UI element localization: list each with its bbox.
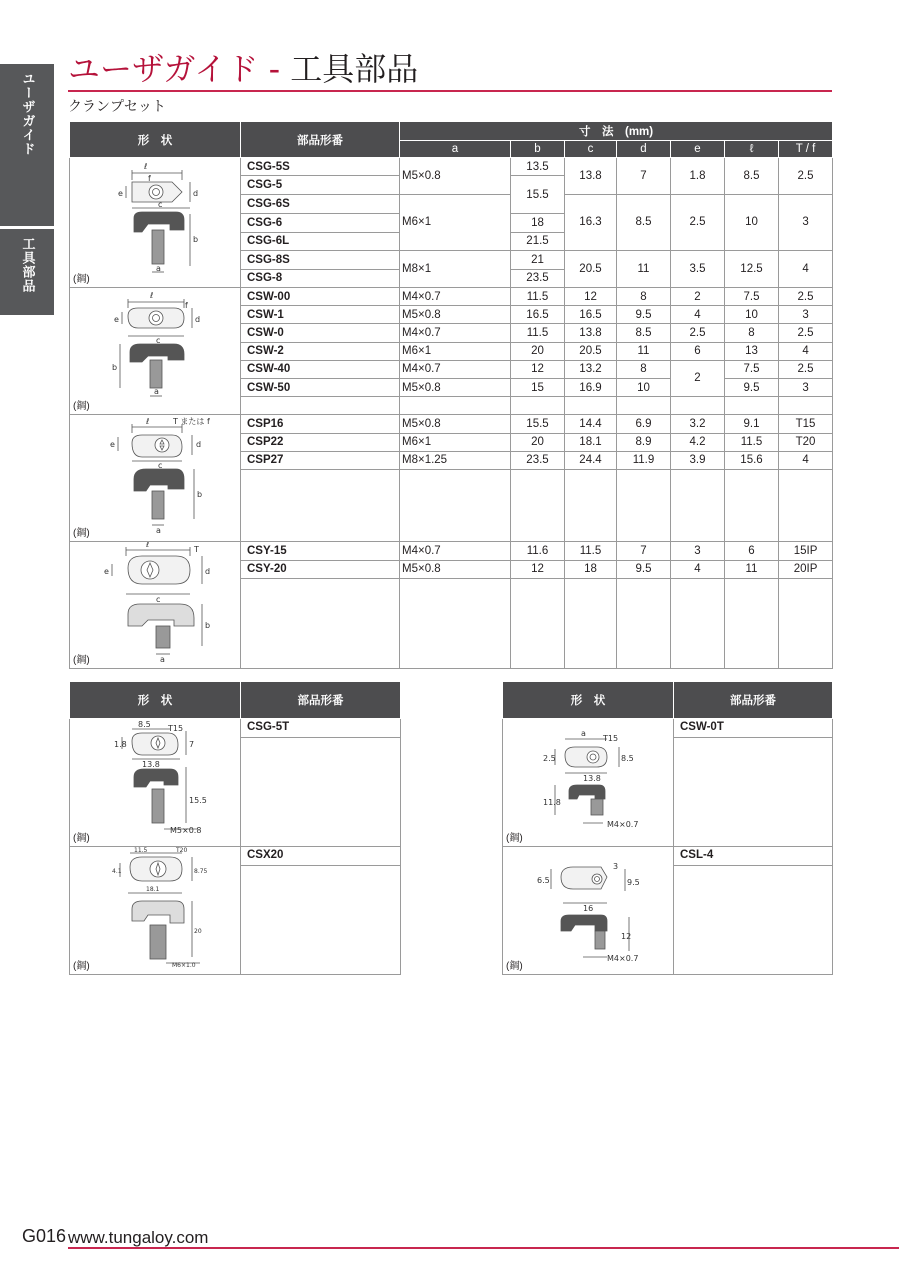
part-no-cell: CSP22	[241, 433, 400, 451]
csg5t-label-m5: M5×0.8	[170, 826, 202, 835]
csg5t-label-13-8: 13.8	[142, 760, 160, 769]
material-steel-label: (鋼)	[506, 961, 523, 972]
csp-label-a: a	[156, 526, 161, 536]
csp-drawing	[70, 415, 241, 542]
dim-tf-cell: T15	[779, 415, 833, 433]
material-steel-label: (鋼)	[73, 401, 90, 413]
csg5t-label-t15: T15	[168, 724, 184, 733]
dim-b-cell: 11.6	[511, 542, 565, 560]
dim-l-cell: 9.5	[725, 378, 779, 396]
dim-l-cell: 6	[725, 542, 779, 560]
csg5t-label-7: 7	[189, 740, 195, 749]
dim-e-cell: 2.5	[671, 324, 725, 342]
csx20-part-cell	[241, 847, 401, 975]
table-row	[70, 288, 833, 306]
part-no-cell: CSG-8	[241, 269, 400, 287]
csg5t-part-cell	[241, 719, 401, 847]
dim-d-cell: 8	[617, 288, 671, 306]
dim-e-cell: 6	[671, 342, 725, 360]
dim-tf-cell: 2.5	[779, 360, 833, 378]
csx20-clamp-icon	[70, 847, 241, 975]
side-tab-user-guide[interactable]: ユーザガイド	[0, 64, 54, 226]
csg-label-l: ℓ	[144, 162, 148, 171]
csg5t-clamp-icon	[70, 719, 241, 847]
dim-l-cell: 11	[725, 560, 779, 578]
dim-tf-cell: 2.5	[779, 288, 833, 306]
dim-b-cell: 16.5	[511, 306, 565, 324]
dim-a-cell: M5×0.8	[400, 560, 511, 578]
dim-d-cell: 8	[617, 360, 671, 378]
dim-tf-cell: 15IP	[779, 542, 833, 560]
csy-label-a: a	[160, 655, 165, 665]
csx20-label-20: 20	[194, 928, 202, 935]
csy-label-e: e	[104, 567, 109, 577]
dim-tf-cell: 4	[779, 451, 833, 469]
dim-tf-cell: 2.5	[779, 324, 833, 342]
part-no-cell: CSW-1	[241, 306, 400, 324]
header-dimensions: 寸 法 (mm)	[400, 122, 833, 141]
header-dim-c: c	[565, 141, 617, 158]
csx20-label-18-1: 18.1	[146, 886, 160, 893]
part-no-cell: CSG-5	[241, 176, 400, 195]
dim-b-cell: 23.5	[511, 269, 565, 287]
csl4-label-6-5: 6.5	[537, 876, 550, 885]
csg-label-b: b	[193, 235, 199, 244]
material-steel-label: (鋼)	[73, 961, 90, 972]
dim-e-cell: 3.5	[671, 250, 725, 287]
dim-d-cell: 11	[617, 250, 671, 287]
csg-label-f: f	[148, 174, 151, 183]
dim-a-cell: M6×1	[400, 342, 511, 360]
dim-b-cell: 20	[511, 342, 565, 360]
csg5t-label-15-5: 15.5	[189, 796, 207, 805]
dim-tf-cell: 20IP	[779, 560, 833, 578]
dim-a-cell: M4×0.7	[400, 288, 511, 306]
header-dim-e: e	[671, 141, 725, 158]
main-table	[69, 121, 833, 669]
csg-label-e: e	[118, 189, 123, 198]
dim-b-cell: 21.5	[511, 232, 565, 250]
csg-label-a: a	[156, 264, 161, 273]
dim-b-cell: 23.5	[511, 451, 565, 469]
dim-d-cell: 9.5	[617, 306, 671, 324]
csw0t-label-8-5: 8.5	[621, 754, 634, 763]
part-no-cell: CSY-15	[241, 542, 400, 560]
dim-b-cell: 13.5	[511, 158, 565, 176]
dim-d-cell: 8.5	[617, 324, 671, 342]
csx20-label-t20: T20	[176, 847, 188, 854]
dim-d-cell: 11	[617, 342, 671, 360]
csw-clamp-icon	[70, 288, 241, 414]
dim-a-cell: M5×0.8	[400, 306, 511, 324]
part-no-cell: CSW-40	[241, 360, 400, 378]
csy-label-b: b	[205, 621, 211, 631]
part-no-cell: CSY-20	[241, 560, 400, 578]
part-no-label: CSW-0T	[674, 719, 832, 738]
material-steel-label: (鋼)	[73, 655, 90, 667]
dim-e-cell: 2	[671, 288, 725, 306]
dim-l-cell: 7.5	[725, 288, 779, 306]
csw-label-c: c	[156, 336, 161, 345]
dim-d-cell: 10	[617, 378, 671, 396]
dim-a-cell: M5×0.8	[400, 415, 511, 433]
dim-a-cell: M4×0.7	[400, 360, 511, 378]
csl4-label-m4: M4×0.7	[607, 954, 639, 963]
page-code: G016	[22, 1226, 67, 1246]
part-no-cell: CSG-5S	[241, 158, 400, 176]
csw0t-label-t15: T15	[603, 734, 619, 743]
dim-b-cell: 15.5	[511, 415, 565, 433]
footer-rule	[68, 1247, 899, 1249]
part-no-cell: CSW-0	[241, 324, 400, 342]
dim-c-cell: 12	[565, 288, 617, 306]
material-steel-label: (鋼)	[73, 833, 90, 844]
csy-label-t: T	[194, 545, 199, 555]
header-dim-d: d	[617, 141, 671, 158]
csw0t-label-2-5: 2.5	[543, 754, 556, 763]
dim-a-cell: M5×0.8	[400, 158, 511, 195]
csx20-label-8-75: 8.75	[194, 868, 208, 875]
dim-tf-cell: 2.5	[779, 158, 833, 195]
dim-c-cell: 20.5	[565, 342, 617, 360]
header-part-no: 部品形番	[674, 682, 833, 719]
csw-drawing	[70, 288, 241, 415]
header-part-no: 部品形番	[241, 122, 400, 158]
dim-b-cell: 12	[511, 360, 565, 378]
part-no-cell: CSG-6	[241, 214, 400, 232]
dim-a-cell: M4×0.7	[400, 324, 511, 342]
title-rule	[68, 90, 832, 92]
csw0t-drawing	[503, 719, 674, 847]
csw0t-part-cell	[674, 719, 833, 847]
dim-d-cell: 11.9	[617, 451, 671, 469]
csy-drawing	[70, 542, 241, 669]
subtitle: クランプセット	[68, 99, 166, 115]
dim-b-cell: 20	[511, 433, 565, 451]
lower-right-table	[502, 681, 833, 975]
part-no-cell: CSG-6S	[241, 195, 400, 214]
dim-c-cell: 18	[565, 560, 617, 578]
csg-label-c: c	[158, 200, 163, 209]
dim-e-cell: 4	[671, 306, 725, 324]
csp-label-tf: T または f	[173, 417, 210, 427]
dim-a-cell: M5×0.8	[400, 378, 511, 396]
dim-c-cell: 16.5	[565, 306, 617, 324]
part-no-cell: CSG-8S	[241, 250, 400, 269]
dim-e-cell: 4	[671, 560, 725, 578]
dim-l-cell: 10	[725, 195, 779, 250]
dim-e-cell: 3	[671, 542, 725, 560]
dim-tf-cell: 3	[779, 195, 833, 250]
csg-drawing	[70, 158, 241, 288]
dim-d-cell: 8.9	[617, 433, 671, 451]
csw-label-l: ℓ	[150, 291, 154, 300]
dim-a-cell: M6×1	[400, 195, 511, 250]
dim-l-cell: 11.5	[725, 433, 779, 451]
dim-b-cell: 11.5	[511, 324, 565, 342]
dim-e-cell: 2	[671, 360, 725, 396]
dim-b-cell: 18	[511, 214, 565, 232]
dim-c-cell: 18.1	[565, 433, 617, 451]
part-no-cell: CSW-2	[241, 342, 400, 360]
dim-l-cell: 13	[725, 342, 779, 360]
dim-a-cell: M4×0.7	[400, 542, 511, 560]
dim-d-cell: 8.5	[617, 195, 671, 250]
dim-e-cell: 2.5	[671, 195, 725, 250]
dim-c-cell: 13.2	[565, 360, 617, 378]
header-shape: 形 状	[503, 682, 674, 719]
table-row	[70, 415, 833, 433]
dim-b-cell: 11.5	[511, 288, 565, 306]
csw-label-b: b	[112, 363, 118, 372]
csg5t-label-8-5: 8.5	[138, 720, 151, 729]
dim-b-cell: 21	[511, 250, 565, 269]
csx20-drawing	[70, 847, 241, 975]
csw-label-a: a	[154, 387, 159, 396]
part-no-label: CSL-4	[674, 847, 832, 866]
website-link[interactable]: www.tungaloy.com	[68, 1228, 209, 1247]
part-no-cell: CSW-00	[241, 288, 400, 306]
dim-l-cell: 10	[725, 306, 779, 324]
header-part-no: 部品形番	[241, 682, 401, 719]
csy-clamp-icon	[70, 542, 241, 669]
dim-tf-cell: 4	[779, 342, 833, 360]
header-shape: 形 状	[70, 682, 241, 719]
csw-label-d: d	[195, 315, 201, 324]
csl4-drawing	[503, 847, 674, 975]
csx20-label-11-5: 11.5	[134, 847, 148, 854]
dim-d-cell: 6.9	[617, 415, 671, 433]
dim-e-cell: 4.2	[671, 433, 725, 451]
dim-c-cell: 11.5	[565, 542, 617, 560]
csl4-label-16: 16	[583, 904, 594, 913]
csg5t-label-1-8: 1.8	[114, 740, 127, 749]
part-no-label: CSX20	[241, 847, 400, 866]
dim-c-cell: 20.5	[565, 250, 617, 287]
dim-c-cell: 14.4	[565, 415, 617, 433]
csy-label-d: d	[205, 567, 211, 577]
dim-d-cell: 9.5	[617, 560, 671, 578]
csw0t-label-11-8: 11.8	[543, 798, 561, 807]
dim-d-cell: 7	[617, 158, 671, 195]
dim-d-cell: 7	[617, 542, 671, 560]
csw0t-label-13-8: 13.8	[583, 774, 601, 783]
csl4-clamp-icon	[503, 847, 674, 975]
csl4-label-3: 3	[613, 862, 619, 871]
dim-l-cell: 7.5	[725, 360, 779, 378]
header-shape: 形 状	[70, 122, 241, 158]
dim-e-cell: 1.8	[671, 158, 725, 195]
part-no-cell: CSP27	[241, 451, 400, 469]
lower-left-table	[69, 681, 401, 975]
part-no-cell: CSP16	[241, 415, 400, 433]
part-no-cell: CSW-50	[241, 378, 400, 396]
dim-a-cell: M6×1	[400, 433, 511, 451]
csy-label-l: ℓ	[146, 542, 150, 550]
dim-c-cell: 16.3	[565, 195, 617, 250]
dim-b-cell: 12	[511, 560, 565, 578]
csw0t-label-m4: M4×0.7	[607, 820, 639, 829]
header-dim-b: b	[511, 141, 565, 158]
csp-label-b: b	[197, 490, 203, 500]
csg5t-drawing	[70, 719, 241, 847]
dim-tf-cell: T20	[779, 433, 833, 451]
csw-label-e: e	[114, 315, 119, 324]
dim-l-cell: 12.5	[725, 250, 779, 287]
csp-label-c: c	[158, 461, 163, 471]
dim-tf-cell: 3	[779, 306, 833, 324]
csg-label-d: d	[193, 189, 199, 198]
csl4-part-cell	[674, 847, 833, 975]
dim-tf-cell: 4	[779, 250, 833, 287]
table-row	[70, 158, 833, 176]
dim-c-cell: 13.8	[565, 158, 617, 195]
dim-l-cell: 8.5	[725, 158, 779, 195]
dim-a-cell: M8×1.25	[400, 451, 511, 469]
csp-label-l: ℓ	[146, 417, 150, 427]
side-tab-tool-parts[interactable]: 工具部品	[0, 229, 54, 315]
header-dim-tf: T / f	[779, 141, 833, 158]
dim-c-cell: 13.8	[565, 324, 617, 342]
dim-b-cell: 15.5	[511, 176, 565, 214]
page-title: ユーザガイド - 工具部品	[68, 50, 419, 88]
material-steel-label: (鋼)	[506, 833, 523, 844]
csx20-label-4-1: 4.1	[112, 868, 122, 875]
csg-clamp-icon	[70, 158, 241, 288]
dim-l-cell: 8	[725, 324, 779, 342]
csw-label-f: f	[185, 301, 188, 310]
dim-c-cell: 16.9	[565, 378, 617, 396]
dim-e-cell: 3.9	[671, 451, 725, 469]
csl4-label-12: 12	[621, 932, 632, 941]
part-no-cell: CSG-6L	[241, 232, 400, 250]
table-row	[70, 542, 833, 560]
part-no-label: CSG-5T	[241, 719, 400, 738]
csw0t-clamp-icon	[503, 719, 674, 847]
dim-tf-cell: 3	[779, 378, 833, 396]
csp-clamp-icon	[70, 415, 241, 542]
csy-label-c: c	[156, 595, 161, 605]
csp-label-e: e	[110, 440, 115, 450]
dim-c-cell: 24.4	[565, 451, 617, 469]
dim-b-cell: 15	[511, 378, 565, 396]
csp-label-d: d	[196, 440, 202, 450]
material-steel-label: (鋼)	[73, 274, 90, 285]
dim-e-cell: 3.2	[671, 415, 725, 433]
csl4-label-9-5: 9.5	[627, 878, 640, 887]
header-dim-l: ℓ	[725, 141, 779, 158]
dim-l-cell: 9.1	[725, 415, 779, 433]
header-dim-a: a	[400, 141, 511, 158]
material-steel-label: (鋼)	[73, 528, 90, 540]
dim-l-cell: 15.6	[725, 451, 779, 469]
dim-a-cell: M8×1	[400, 250, 511, 287]
csx20-label-m6: M6×1.0	[172, 962, 196, 969]
csw0t-label-a: a	[581, 729, 586, 738]
